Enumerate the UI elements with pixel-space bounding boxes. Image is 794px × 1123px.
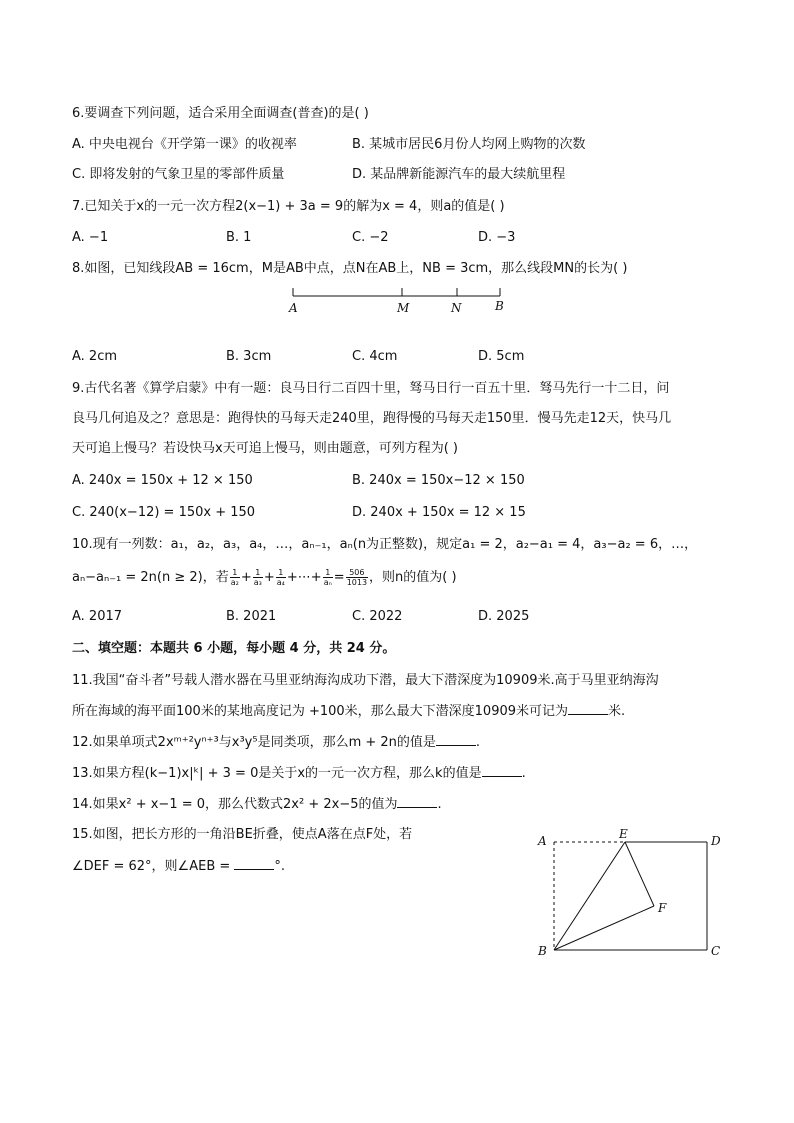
q6-option-a: A. 中央电视台《开学第一课》的收视率 — [72, 137, 297, 152]
q8-option-c: C. 4cm — [352, 349, 398, 364]
fraction-denominator: a₄ — [276, 578, 285, 587]
q15-line-2 — [72, 857, 285, 876]
q14-period: . — [437, 797, 442, 812]
q9-option-b: B. 240x = 150x−12 × 150 — [352, 473, 525, 488]
point-label-d: D — [711, 834, 721, 848]
fraction-denominator: aₙ — [323, 578, 332, 587]
q9-line-1: 9.古代名著《算学启蒙》中有一题：良马日行二百四十里，驽马日行一百五十里．驽马先行一十二日，问 — [72, 381, 670, 396]
q9-line-2: 良马几何追及之？意思是：跑得快的马每天走240里，跑得慢的马每天走150里．慢马先走12天，快马几 — [72, 411, 672, 426]
q13-line — [72, 764, 526, 783]
point-label-c: C — [711, 944, 721, 958]
fraction-1-a2 — [230, 568, 240, 587]
fraction-denominator: a₃ — [253, 578, 262, 587]
fraction-numerator: 1 — [253, 568, 263, 578]
point-label-m: M — [397, 301, 410, 315]
fraction-506-1013 — [346, 568, 368, 587]
fraction-numerator: 1 — [323, 568, 333, 578]
q12-line — [72, 733, 480, 752]
q7-option-d: D. −3 — [478, 230, 516, 245]
q13-text: 13.如果方程(k−1)x|ᵏ| + 3 = 0是关于x的一元一次方程，那么k的值是 — [72, 766, 482, 781]
q10-line-2 — [72, 568, 457, 587]
fraction-denominator: 1013 — [346, 578, 368, 587]
fraction-numerator: 1 — [230, 568, 240, 578]
q10-option-b: B. 2021 — [226, 609, 277, 624]
q10-question: ，则n的值为( ) — [369, 570, 457, 585]
q8-option-d: D. 5cm — [478, 349, 525, 364]
q15-degree: °. — [274, 859, 286, 874]
q11-unit: 米. — [608, 704, 626, 719]
rectangle-fold-figure — [530, 828, 730, 963]
q9-option-a: A. 240x = 150x + 12 × 150 — [72, 473, 253, 488]
q12-period: . — [475, 735, 481, 750]
point-label-b: B — [495, 299, 504, 313]
answer-blank[interactable] — [234, 857, 274, 870]
q9-line-3: 天可追上慢马？若设快马x天可追上慢马，则由题意，可列方程为( ) — [72, 441, 458, 456]
q7-option-a: A. −1 — [72, 230, 109, 245]
q12-text: 12.如果单项式2xᵐ⁺²yⁿ⁺³与x³y⁵是同类项，那么m + 2n的值是 — [72, 735, 436, 750]
point-label-f: F — [658, 901, 667, 915]
segment-figure — [285, 282, 515, 318]
fraction-1-a4 — [276, 568, 286, 587]
q7-option-b: B. 1 — [226, 230, 252, 245]
plus-sign: + — [240, 570, 252, 585]
fraction-1-a3 — [253, 568, 263, 587]
point-label-n: N — [451, 301, 462, 315]
q8-option-b: B. 3cm — [226, 349, 272, 364]
q7-option-c: C. −2 — [352, 230, 389, 245]
q6-option-b: B. 某城市居民6月份人均网上购物的次数 — [352, 137, 586, 152]
q15-line-1: 15.如图，把长方形的一角沿BE折叠，使点A落在点F处，若 — [72, 827, 413, 842]
q11-line-1: 11.我国“奋斗者”号载人潜水器在马里亚纳海沟成功下潜，最大下潜深度为10909米.高于马里亚纳海沟 — [72, 673, 659, 688]
point-label-e: E — [619, 828, 628, 841]
q10-line-1: 10.现有一列数：a₁，a₂，a₃，a₄，…，aₙ₋₁，aₙ(n为正整数)，规定a₁ = 2，a₂−a₁ = 4，a₃−a₂ = 6，…， — [72, 537, 698, 552]
fraction-numerator: 1 — [276, 568, 286, 578]
section-title-fill-in: 二、填空题：本题共 6 小题，每小题 4 分，共 24 分。 — [72, 641, 396, 656]
fraction-1-an — [323, 568, 333, 587]
point-label-a: A — [538, 834, 547, 848]
q9-option-c: C. 240(x−12) = 150x + 150 — [72, 505, 256, 520]
answer-blank[interactable] — [397, 795, 437, 808]
fold-line-be — [554, 842, 625, 950]
ellipsis-sum: +⋯+ — [286, 570, 322, 585]
q8-stem: 8.如图，已知线段AB = 16cm，M是AB中点，点N在AB上，NB = 3cm，那么线段MN的长为( ) — [72, 261, 628, 276]
q6-option-d: D. 某品牌新能源汽车的最大续航里程 — [352, 167, 566, 182]
q6-option-c: C. 即将发射的气象卫星的零部件质量 — [72, 167, 285, 182]
q10-condition: aₙ−aₙ₋₁ = 2n(n ≥ 2)，若 — [72, 570, 229, 585]
answer-blank[interactable] — [436, 733, 476, 746]
q7-stem: 7.已知关于x的一元一次方程2(x−1) + 3a = 9的解为x = 4，则a的值是( ) — [72, 199, 505, 214]
q9-option-d: D. 240x + 150x = 12 × 15 — [352, 505, 526, 520]
q13-period: . — [521, 766, 526, 781]
q11-line-2 — [72, 702, 625, 721]
q14-text: 14.如果x² + x−1 = 0，那么代数式2x² + 2x−5的值为 — [72, 797, 398, 812]
q15-text: ∠DEF = 62°，则∠AEB = — [72, 859, 231, 874]
answer-blank[interactable] — [482, 764, 522, 777]
fraction-numerator: 506 — [346, 568, 368, 578]
point-label-b: B — [538, 944, 547, 958]
q14-line — [72, 795, 442, 814]
answer-blank[interactable] — [568, 702, 608, 715]
q6-stem: 6.要调查下列问题，适合采用全面调查(普查)的是( ) — [72, 106, 369, 121]
equals-sign: = — [333, 570, 345, 585]
q10-option-d: D. 2025 — [478, 609, 530, 624]
plus-sign: + — [263, 570, 275, 585]
edge-ef — [625, 842, 654, 906]
point-label-a: A — [289, 301, 298, 315]
q10-option-a: A. 2017 — [72, 609, 123, 624]
q8-option-a: A. 2cm — [72, 349, 118, 364]
q11-text: 所在海域的海平面100米的某地高度记为 +100米，那么最大下潜深度10909米可记为 — [72, 704, 569, 719]
fraction-denominator: a₂ — [230, 578, 239, 587]
q10-option-c: C. 2022 — [352, 609, 403, 624]
